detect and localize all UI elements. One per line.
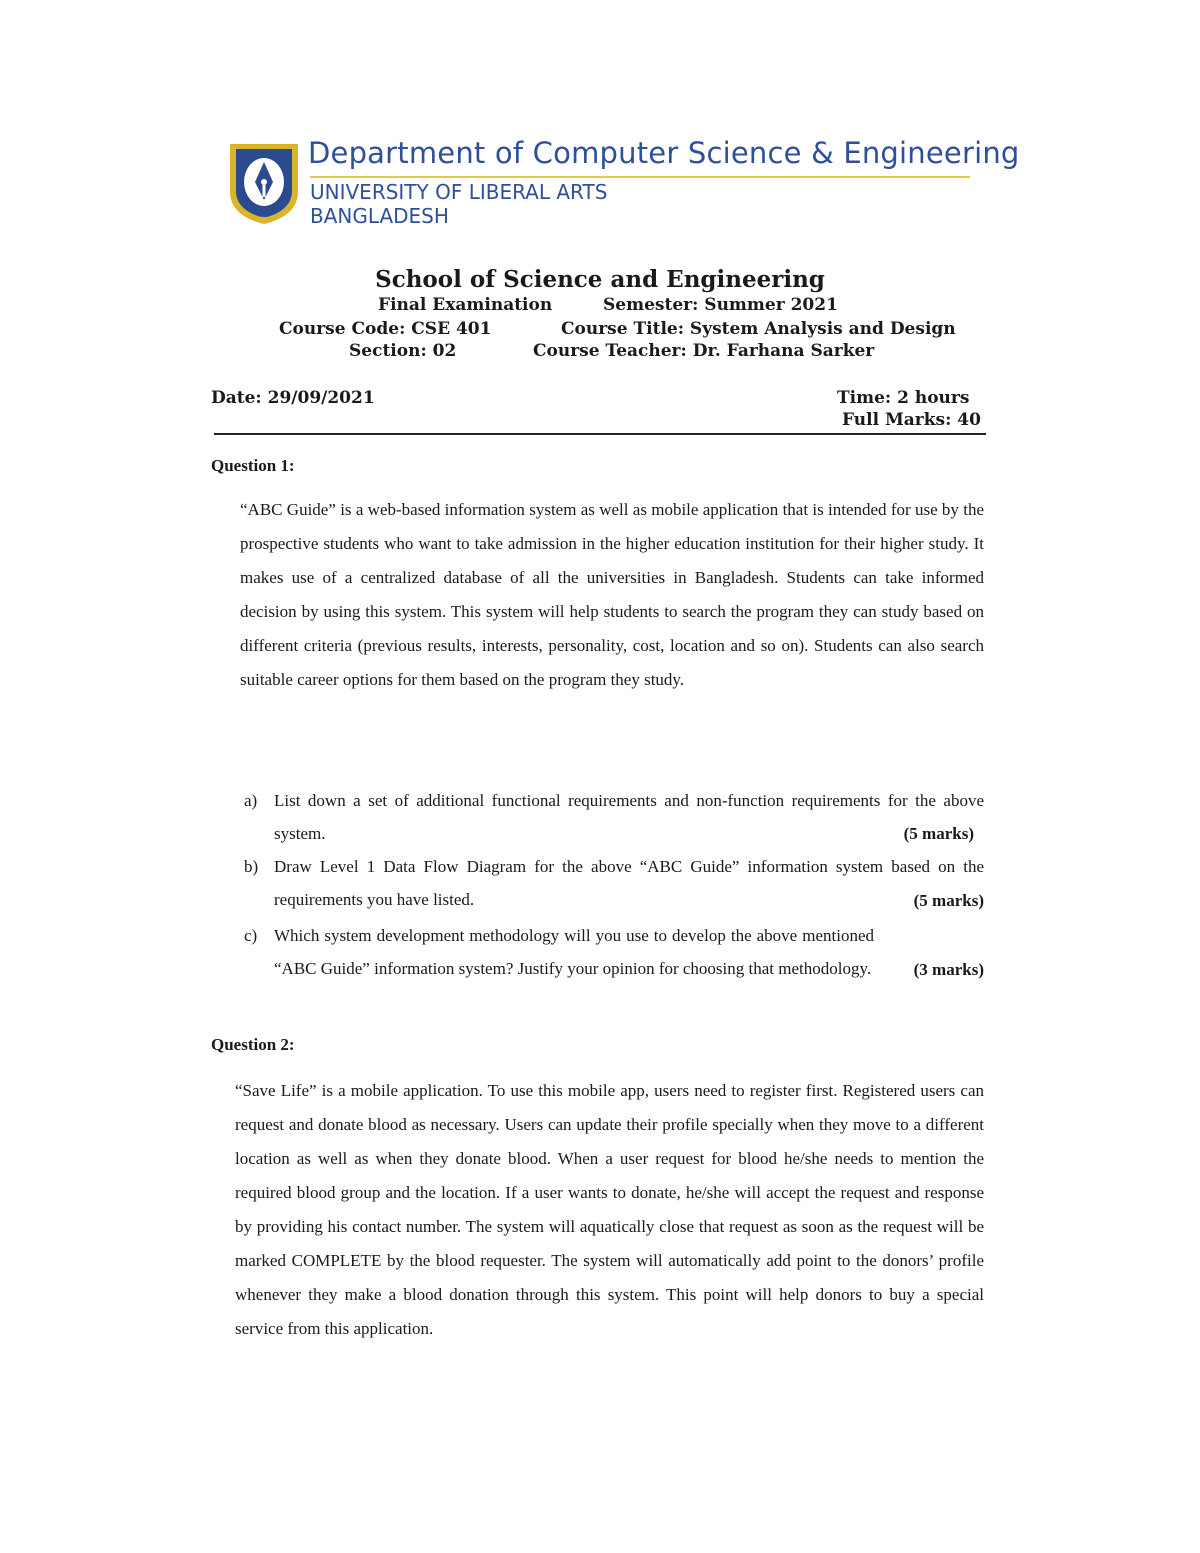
exam-date: Date: 29/09/2021 <box>211 388 375 408</box>
item-text: Draw Level 1 Data Flow Diagram for the above “ABC Guide” information system based on the requirements you have listed. <box>274 857 984 909</box>
section: Section: 02 <box>349 341 457 361</box>
question-1a <box>244 784 984 850</box>
university-country: BANGLADESH <box>310 204 449 228</box>
item-label: b) <box>244 857 259 876</box>
university-name: UNIVERSITY OF LIBERAL ARTS <box>310 180 608 204</box>
question-1b <box>244 850 984 918</box>
course-title: Course Title: System Analysis and Design <box>561 319 956 339</box>
department-title: Department of Computer Science & Engineering <box>308 136 1020 170</box>
exam-time: Time: 2 hours <box>837 388 970 408</box>
exam-type: Final Examination <box>378 295 553 315</box>
item-label: c) <box>244 926 258 945</box>
school-title: School of Science and Engineering <box>375 266 825 293</box>
question-1-heading: Question 1: <box>211 456 295 475</box>
university-seal-logo <box>226 140 302 226</box>
item-label: a) <box>244 791 258 810</box>
course-code: Course Code: CSE 401 <box>279 319 492 339</box>
question-1c <box>244 919 984 987</box>
item-marks: (5 marks) <box>913 891 984 910</box>
item-text: List down a set of additional functional requirements and non-function requirements for the above system. <box>274 791 984 843</box>
letterhead-rule <box>310 176 970 178</box>
question-2-text: “Save Life” is a mobile application. To use this mobile app, users need to register first. Registered users can request and donate blood as necessary. Users can update their profile specially when they move to a different location as well as when they donate blood. When a user request for blood he/she needs to mention the required blood group and the location. If a user wants to donate, he/she will accept the request and response by providing his contact number. The system will aquatically close that request as soon as the request will be marked COMPLETE by the blood requester. The system will automatically add point to the donors’ profile whenever they make a blood donation through this system. This point will help donors to buy a special service from this application. <box>235 1081 984 1338</box>
item-marks: (5 marks) <box>903 824 974 843</box>
item-marks: (3 marks) <box>913 960 984 979</box>
question-2-heading: Question 2: <box>211 1035 295 1054</box>
question-1-text: “ABC Guide” is a web-based information system as well as mobile application that is intended for use by the prospective students who want to take admission in the higher education institution for their higher study. It makes use of a centralized database of all the universities in Bangladesh. Students can take informed decision by using this system. This system will help students to search the program they can study based on different criteria (previous results, interests, personality, cost, location and so on). Students can also search suitable career options for them based on the program they study. <box>240 500 984 689</box>
item-text: Which system development methodology will you use to develop the above mentioned “ABC Guide” information system? Justify your opinion for choosing that methodology. <box>274 926 874 978</box>
full-marks: Full Marks: 40 <box>842 410 981 430</box>
course-teacher: Course Teacher: Dr. Farhana Sarker <box>533 341 875 361</box>
header-divider <box>214 433 986 435</box>
semester: Semester: Summer 2021 <box>603 295 838 315</box>
letterhead <box>226 136 1020 231</box>
